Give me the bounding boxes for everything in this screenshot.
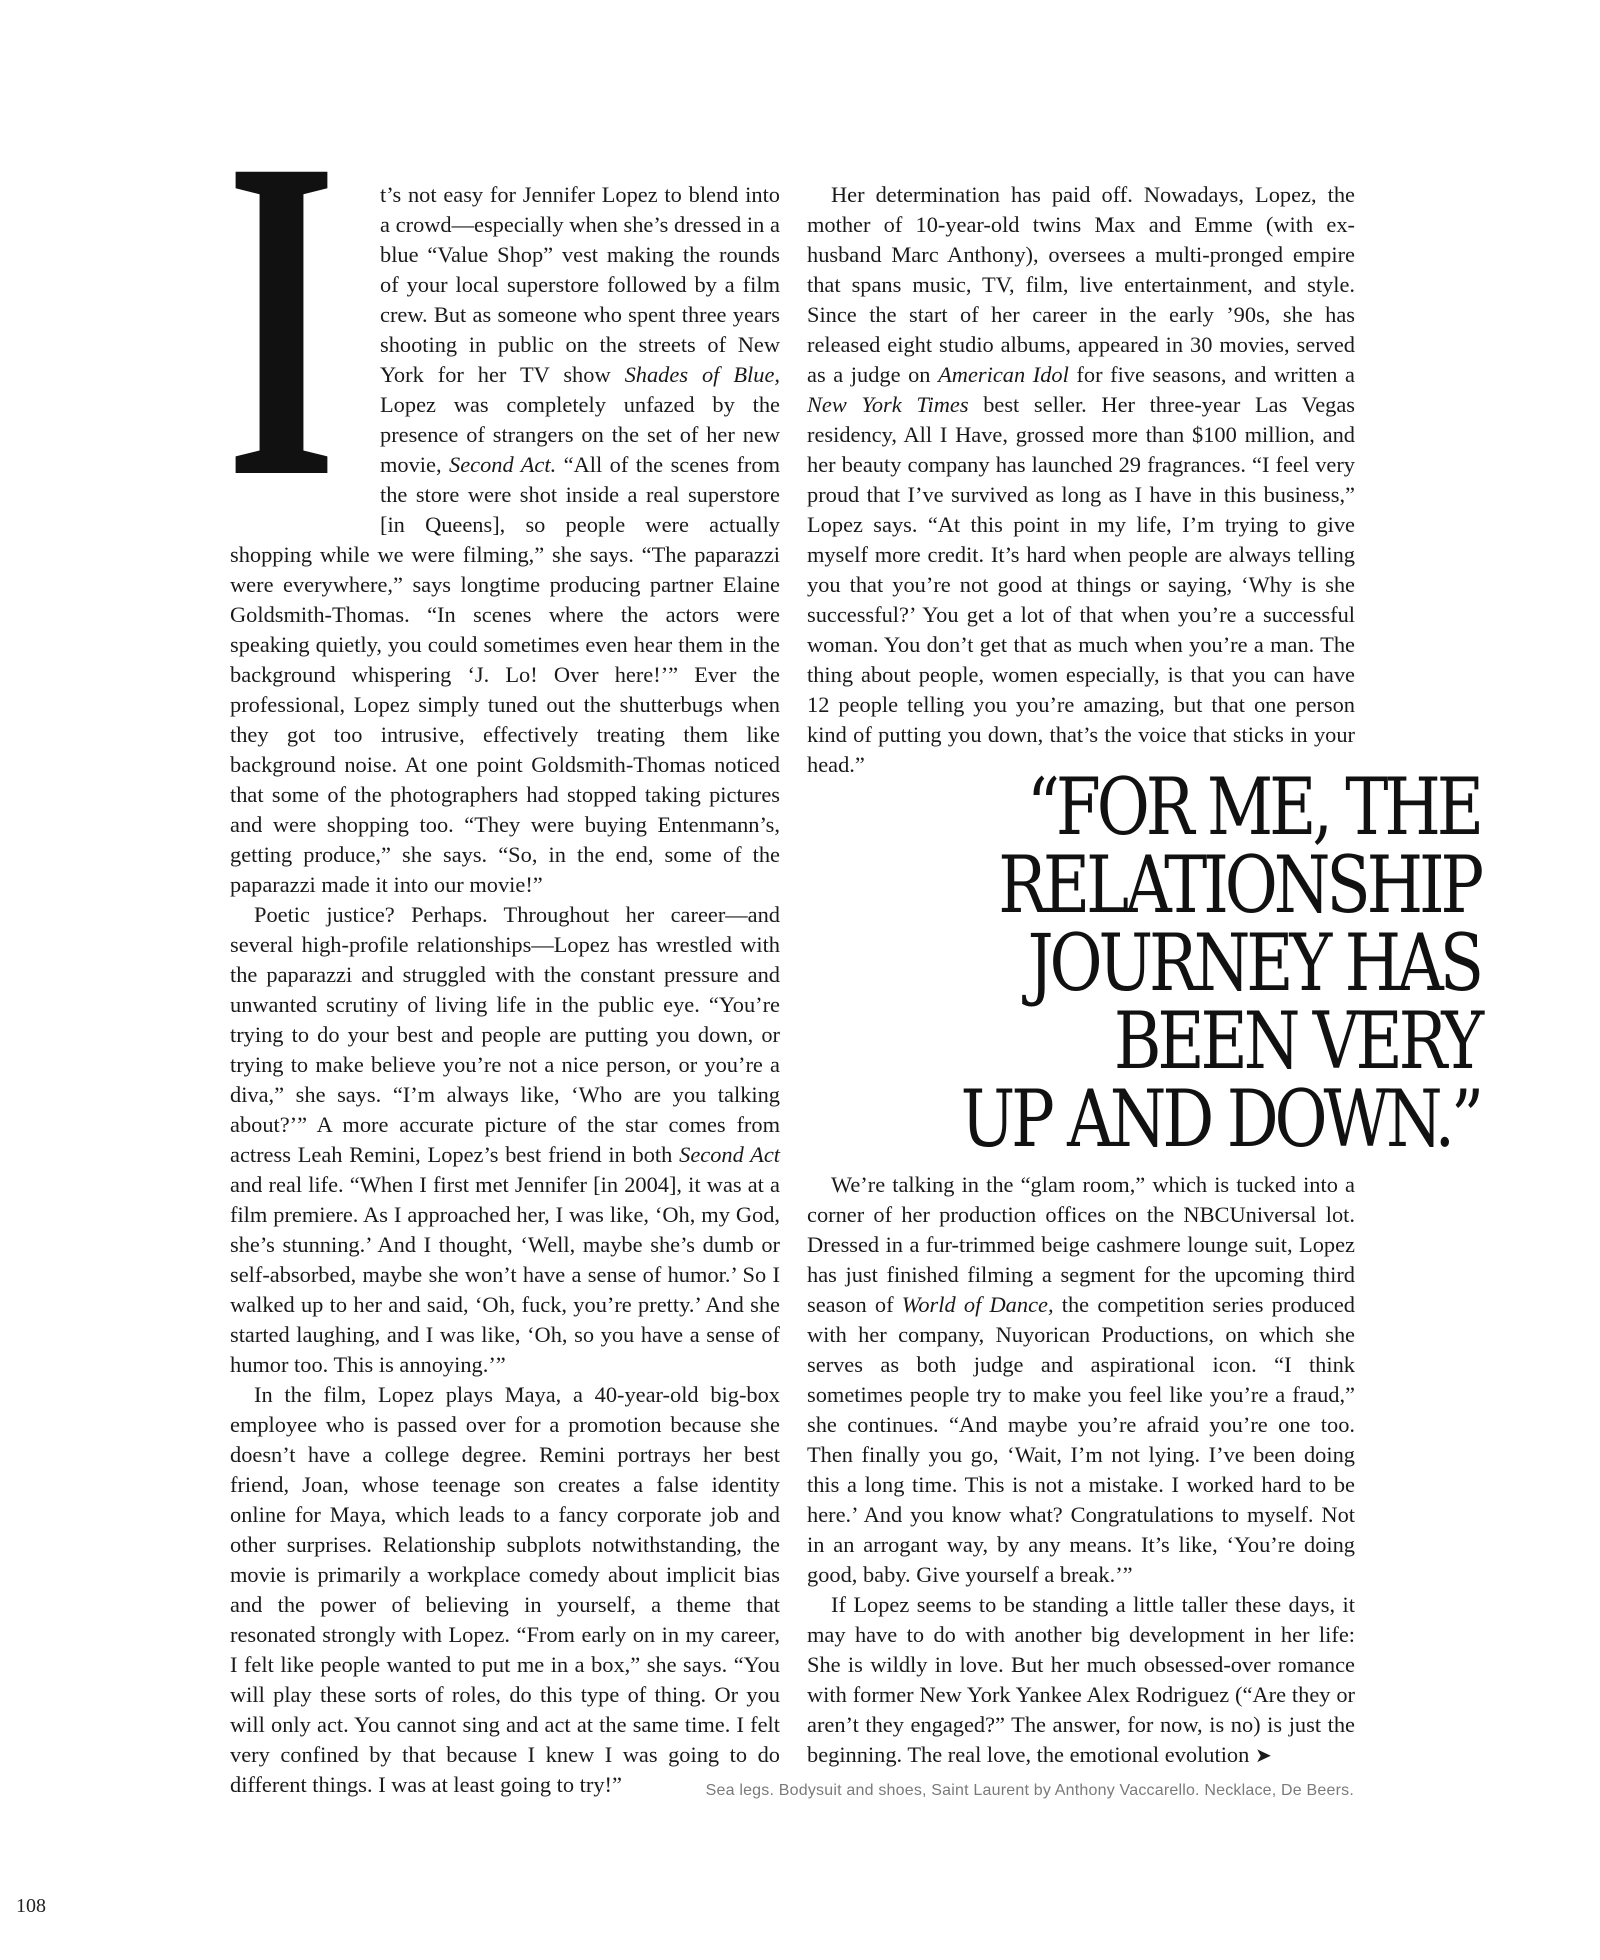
photo-caption: Sea legs. Bodysuit and shoes, Saint Laurent by Anthony Vaccarello. Necklace, De Beers. [705,1782,1354,1799]
paragraph: We’re talking in the “glam room,” which is tucked into a corner of her production offices on the NBCUniversal lot. Dressed in a fur-trimmed beige cashmere lounge suit, Lopez has just finished filming a segment for the upcoming third season of World of Dance, the competition series produced with her company, Nuyorican Productions, on which she serves as both judge and aspirational icon. “I think sometimes people try to make you feel like you’re a fraud,” she continues. “And maybe you’re afraid you’re one too. Then finally you go, ‘Wait, I’m not lying. I’ve been doing this a long time. This is not a mistake. I worked hard to be here.’ And you know what? Congratulations to myself. Not in an arrogant way, by any means. It’s like, ‘You’re doing good, baby. Give yourself a break.’” [807,1172,1355,1587]
paragraph [807,1590,1355,1771]
pull-quote [922,761,1480,1165]
pull-quote-line: “FOR ME, THE [1026,761,1480,853]
paragraph: t’s not easy for Jennifer Lopez to blend into a crowd—especially when she’s dressed in a blue “Value Shop” vest making the rounds of your local superstore followed by a film crew. But as someone who spent three years shooting in public on the streets of New York for her TV show Shades of Blue, Lopez was completely unfazed by the presence of strangers on the set of her new movie, Second Act. “All of the scenes from the store were shot inside a real superstore [in Queens], so people were actually shopping while we were filming,” she says. “The paparazzi were everywhere,” says longtime producing partner Elaine Goldsmith-Thomas. “In scenes where the actors were speaking quietly, you could sometimes even hear them in the background whispering ‘J. Lo! Over here!’” Ever the professional, Lopez simply tuned out the shutterbugs when they got too intrusive, effectively treating them like background noise. At one point Goldsmith-Thomas noticed that some of the photographers had stopped taking pictures and were shopping too. “They were buying Entenmann’s, getting produce,” she says. “So, in the end, some of the paparazzi made it into our movie!” [230,182,780,897]
article-column-left [226,63,781,1800]
paragraph: In the film, Lopez plays Maya, a 40-year-old big-box employee who is passed over for a promotion because she doesn’t have a college degree. Remini portrays her best friend, Joan, whose teenage son creates a false identity online for Maya, which leads to a fancy corporate job and other surprises. Relationship subplots notwithstanding, the movie is primarily a workplace comedy about implicit bias and the power of believing in yourself, a theme that resonated strongly with Lopez. “From early on in my career, I felt like people wanted to put me in a box,” she says. “You will play these sorts of roles, do this type of thing. Or you will only act. You cannot sing and act at the same time. I felt very confined by that because I knew I was going to do different things. I was at least going to try!” [230,1382,780,1797]
paragraph: Her determination has paid off. Nowadays, Lopez, the mother of 10-year-old twins Max and Emme (with ex-husband Marc Anthony), oversees a multi-pronged empire that spans music, TV, film, live entertainment, and style. Since the start of her career in the early ’90s, she has released eight studio albums, appeared in 30 movies, served as a judge on American Idol for five seasons, and written a New York Times best seller. Her three-year Las Vegas residency, All I Have, grossed more than $100 million, and her beauty company has launched 29 fragrances. “I feel very proud that I’ve survived as long as I have in this business,” Lopez says. “At this point in my life, I’m trying to give myself more credit. It’s hard when people are always telling you that you’re not good at things or saying, ‘Why is she successful?’ You get a lot of that when you’re a successful woman. You don’t get that as much when you’re a man. The thing about people, women especially, is that you can have 12 people telling you you’re amazing, but that one person kind of putting you down, that’s the voice that sticks in your head.” [807,182,1356,777]
pull-quote-line: BEEN VERY [1113,995,1480,1087]
pull-quote-line: RELATIONSHIP [998,839,1480,931]
page-number: 108 [16,1895,46,1917]
continue-arrow-icon: ➤ [1254,1745,1272,1767]
paragraph: Poetic justice? Perhaps. Throughout her career—and several high-profile relationships—Lopez has wrestled with the paparazzi and struggled with the constant pressure and unwanted scrutiny of living life in the public eye. “You’re trying to do your best and people are putting you down, or trying to make believe you’re not a nice person, or you’re a diva,” she says. “I’m always like, ‘Who are you talking about?’” A more accurate picture of the star comes from actress Leah Remini, Lopez’s best friend in both Second Act and real life. “When I first met Jennifer [in 2004], it was at a film premiere. As I approached her, I was like, ‘Oh, my God, she’s stunning.’ And I thought, ‘Well, maybe she’s dumb or self-absorbed, maybe she won’t have a sense of humor.’ So I walked up to her and said, ‘Oh, fuck, you’re pretty.’ And she started laughing, and I was like, ‘Oh, so you have a sense of humor too. This is annoying.’” [230,902,781,1377]
paragraph-text: If Lopez seems to be standing a little taller these days, it may have to do with another big development in her life: She is wildly in love. But her much obsessed-over romance with former New York Yankee Alex Rodriguez (“Are they or aren’t they engaged?” The answer, for now, is no) is just the beginning. The real love, the emotional evolution [807,1592,1355,1767]
pull-quote-line: UP AND DOWN.” [960,1073,1480,1165]
article-column-right-bottom [807,1170,1355,1771]
pull-quote-line: JOURNEY HAS [1027,917,1480,1009]
drop-cap: I [226,63,337,573]
article-column-right-top [807,180,1355,780]
